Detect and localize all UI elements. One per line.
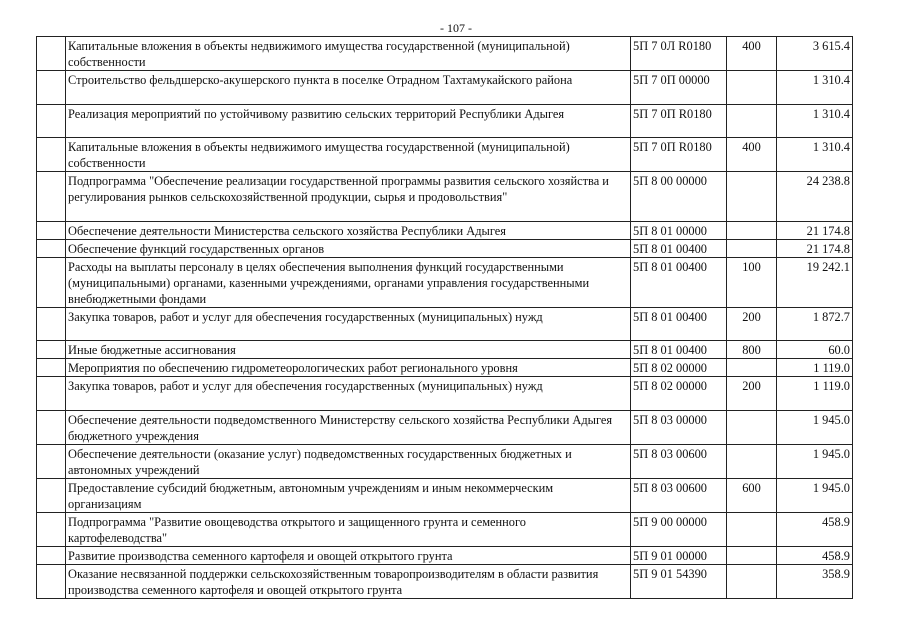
target-article-cell: 5П 8 02 00000 <box>631 359 727 377</box>
expense-name-cell: Предоставление субсидий бюджетным, автономным учреждениям и иным некоммерческим организациям <box>66 479 631 513</box>
expense-type-cell <box>727 222 777 240</box>
table-row <box>37 71 853 105</box>
table-row <box>37 479 853 513</box>
expense-type-cell <box>727 547 777 565</box>
blank-cell <box>37 105 66 138</box>
expense-name-cell: Закупка товаров, работ и услуг для обеспечения государственных (муниципальных) нужд <box>66 377 631 411</box>
expense-type-cell <box>727 359 777 377</box>
expense-type-cell <box>727 513 777 547</box>
amount-cell: 1 310.4 <box>777 138 853 172</box>
table-row <box>37 513 853 547</box>
expense-name-cell: Подпрограмма "Обеспечение реализации государственной программы развития сельского хозяйства и регулирования рынков сельскохозяйственной продукции, сырья и продовольствия" <box>66 172 631 222</box>
target-article-cell: 5П 7 0Л R0180 <box>631 37 727 71</box>
target-article-cell: 5П 8 01 00400 <box>631 308 727 341</box>
table-row <box>37 308 853 341</box>
table-row <box>37 359 853 377</box>
table-row <box>37 222 853 240</box>
amount-cell: 1 872.7 <box>777 308 853 341</box>
expense-name-cell: Закупка товаров, работ и услуг для обеспечения государственных (муниципальных) нужд <box>66 308 631 341</box>
amount-cell: 21 174.8 <box>777 222 853 240</box>
expense-name-cell: Иные бюджетные ассигнования <box>66 341 631 359</box>
blank-cell <box>37 377 66 411</box>
expense-name-cell: Подпрограмма "Развитие овощеводства открытого и защищенного грунта и семенного картофелеводства" <box>66 513 631 547</box>
target-article-cell: 5П 8 03 00600 <box>631 445 727 479</box>
table-row <box>37 377 853 411</box>
table-row <box>37 445 853 479</box>
expense-name-cell: Обеспечение деятельности Министерства сельского хозяйства Республики Адыгея <box>66 222 631 240</box>
table-row <box>37 565 853 599</box>
target-article-cell: 5П 9 01 00000 <box>631 547 727 565</box>
blank-cell <box>37 308 66 341</box>
target-article-cell: 5П 9 00 00000 <box>631 513 727 547</box>
amount-cell: 1 945.0 <box>777 411 853 445</box>
table-row <box>37 138 853 172</box>
blank-cell <box>37 240 66 258</box>
expense-type-cell: 600 <box>727 479 777 513</box>
table-row <box>37 341 853 359</box>
target-article-cell: 5П 8 01 00000 <box>631 222 727 240</box>
expense-name-cell: Капитальные вложения в объекты недвижимого имущества государственной (муниципальной) собственности <box>66 138 631 172</box>
expense-type-cell <box>727 411 777 445</box>
blank-cell <box>37 138 66 172</box>
expense-name-cell: Оказание несвязанной поддержки сельскохозяйственным товаропроизводителям в области развития производства семенного картофеля и овощей открытого грунта <box>66 565 631 599</box>
expense-name-cell: Развитие производства семенного картофеля и овощей открытого грунта <box>66 547 631 565</box>
expense-type-cell: 400 <box>727 138 777 172</box>
expense-type-cell: 100 <box>727 258 777 308</box>
amount-cell: 1 310.4 <box>777 105 853 138</box>
expense-name-cell: Расходы на выплаты персоналу в целях обеспечения выполнения функций государственными (муниципальными) органами, казенными учреждениями, органами управления государственными внебюджетными фондами <box>66 258 631 308</box>
target-article-cell: 5П 8 01 00400 <box>631 258 727 308</box>
target-article-cell: 5П 8 03 00600 <box>631 479 727 513</box>
amount-cell: 458.9 <box>777 547 853 565</box>
expense-type-cell <box>727 445 777 479</box>
blank-cell <box>37 37 66 71</box>
blank-cell <box>37 445 66 479</box>
amount-cell: 458.9 <box>777 513 853 547</box>
expense-name-cell: Реализация мероприятий по устойчивому развитию сельских территорий Республики Адыгея <box>66 105 631 138</box>
expense-name-cell: Обеспечение деятельности подведомственного Министерству сельского хозяйства Республики Адыгея бюджетного учреждения <box>66 411 631 445</box>
amount-cell: 21 174.8 <box>777 240 853 258</box>
table-row <box>37 37 853 71</box>
target-article-cell: 5П 7 0П R0180 <box>631 138 727 172</box>
blank-cell <box>37 513 66 547</box>
target-article-cell: 5П 8 02 00000 <box>631 377 727 411</box>
expense-name-cell: Строительство фельдшерско-акушерского пункта в поселке Отрадном Тахтамукайского района <box>66 71 631 105</box>
blank-cell <box>37 341 66 359</box>
blank-cell <box>37 479 66 513</box>
expense-type-cell <box>727 71 777 105</box>
budget-table <box>36 36 853 599</box>
table-row <box>37 547 853 565</box>
blank-cell <box>37 258 66 308</box>
expense-type-cell <box>727 105 777 138</box>
expense-type-cell <box>727 565 777 599</box>
blank-cell <box>37 71 66 105</box>
amount-cell: 1 119.0 <box>777 359 853 377</box>
expense-name-cell: Капитальные вложения в объекты недвижимого имущества государственной (муниципальной) собственности <box>66 37 631 71</box>
target-article-cell: 5П 7 0П R0180 <box>631 105 727 138</box>
target-article-cell: 5П 7 0П 00000 <box>631 71 727 105</box>
expense-type-cell: 200 <box>727 308 777 341</box>
blank-cell <box>37 547 66 565</box>
blank-cell <box>37 359 66 377</box>
expense-name-cell: Мероприятия по обеспечению гидрометеорологических работ регионального уровня <box>66 359 631 377</box>
table-row <box>37 411 853 445</box>
expense-name-cell: Обеспечение деятельности (оказание услуг) подведомственных государственных бюджетных и автономных учреждений <box>66 445 631 479</box>
page-number: - 107 - <box>440 21 472 35</box>
amount-cell: 19 242.1 <box>777 258 853 308</box>
target-article-cell: 5П 8 00 00000 <box>631 172 727 222</box>
table-row <box>37 172 853 222</box>
amount-cell: 3 615.4 <box>777 37 853 71</box>
table-row <box>37 105 853 138</box>
expense-type-cell: 400 <box>727 37 777 71</box>
amount-cell: 1 119.0 <box>777 377 853 411</box>
expense-type-cell: 200 <box>727 377 777 411</box>
amount-cell: 1 945.0 <box>777 479 853 513</box>
blank-cell <box>37 411 66 445</box>
target-article-cell: 5П 8 01 00400 <box>631 240 727 258</box>
amount-cell: 1 310.4 <box>777 71 853 105</box>
expense-name-cell: Обеспечение функций государственных органов <box>66 240 631 258</box>
table-row <box>37 240 853 258</box>
expense-type-cell: 800 <box>727 341 777 359</box>
amount-cell: 60.0 <box>777 341 853 359</box>
target-article-cell: 5П 8 01 00400 <box>631 341 727 359</box>
amount-cell: 24 238.8 <box>777 172 853 222</box>
blank-cell <box>37 172 66 222</box>
amount-cell: 358.9 <box>777 565 853 599</box>
expense-type-cell <box>727 172 777 222</box>
table-row <box>37 258 853 308</box>
amount-cell: 1 945.0 <box>777 445 853 479</box>
blank-cell <box>37 222 66 240</box>
target-article-cell: 5П 8 03 00000 <box>631 411 727 445</box>
blank-cell <box>37 565 66 599</box>
expense-type-cell <box>727 240 777 258</box>
target-article-cell: 5П 9 01 54390 <box>631 565 727 599</box>
